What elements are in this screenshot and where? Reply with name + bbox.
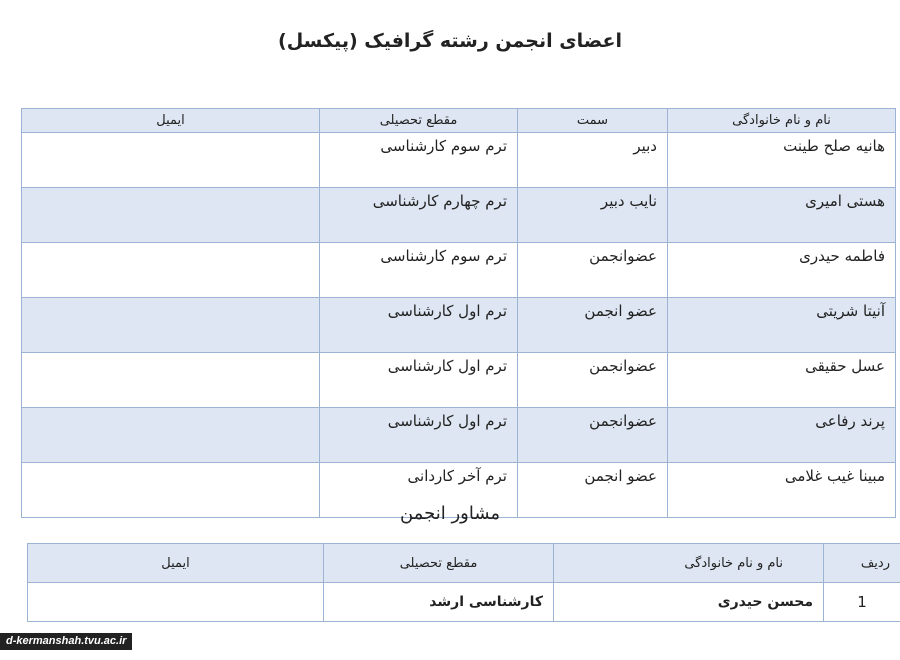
advisor-row-number: 1 — [824, 583, 900, 622]
member-role: عضوانجمن — [518, 408, 668, 463]
member-email — [22, 243, 320, 298]
header-name: نام و نام خانوادگی — [668, 109, 896, 133]
advisor-degree: کارشناسی ارشد — [324, 583, 554, 622]
table-row — [22, 133, 896, 188]
header-degree: مقطع تحصیلی — [324, 544, 554, 583]
site-watermark: d-kermanshah.tvu.ac.ir — [0, 633, 132, 650]
header-email: ایمیل — [22, 109, 320, 133]
member-name: مبینا غیب غلامی — [668, 463, 896, 518]
member-role: عضو انجمن — [518, 463, 668, 518]
table-row — [22, 188, 896, 243]
advisor-name: محسن حیدری — [554, 583, 824, 622]
members-table — [21, 108, 896, 518]
advisors-table — [27, 543, 900, 622]
header-name: نام و نام خانوادگی — [554, 544, 824, 583]
member-email — [22, 353, 320, 408]
table-row — [22, 243, 896, 298]
advisor-section-title: مشاور انجمن — [399, 503, 501, 524]
member-degree: ترم سوم کارشناسی — [320, 133, 518, 188]
member-email — [22, 133, 320, 188]
member-degree: ترم آخر کاردانی — [320, 463, 518, 518]
member-degree: ترم اول کارشناسی — [320, 353, 518, 408]
member-role: عضوانجمن — [518, 243, 668, 298]
member-name: فاطمه حیدری — [668, 243, 896, 298]
member-role: دبیر — [518, 133, 668, 188]
table-row — [22, 298, 896, 353]
members-header-row — [22, 109, 896, 133]
page-title: اعضای انجمن رشته گرافیک (پیکسل) — [278, 30, 622, 52]
member-role: عضوانجمن — [518, 353, 668, 408]
member-role: نایب دبیر — [518, 188, 668, 243]
member-email — [22, 298, 320, 353]
member-email — [22, 408, 320, 463]
member-degree: ترم سوم کارشناسی — [320, 243, 518, 298]
member-name: عسل حقیقی — [668, 353, 896, 408]
member-email — [22, 188, 320, 243]
advisor-email — [28, 583, 324, 622]
member-degree: ترم اول کارشناسی — [320, 408, 518, 463]
member-name: هستی امیری — [668, 188, 896, 243]
table-row — [28, 583, 900, 622]
header-role: سمت — [518, 109, 668, 133]
member-role: عضو انجمن — [518, 298, 668, 353]
header-row-number: ردیف — [824, 544, 900, 583]
member-name: پرند رفاعی — [668, 408, 896, 463]
header-degree: مقطع تحصیلی — [320, 109, 518, 133]
header-email: ایمیل — [28, 544, 324, 583]
member-name: هانیه صلح طینت — [668, 133, 896, 188]
table-row — [22, 353, 896, 408]
advisors-header-row — [28, 544, 900, 583]
table-row — [22, 408, 896, 463]
member-degree: ترم اول کارشناسی — [320, 298, 518, 353]
member-degree: ترم چهارم کارشناسی — [320, 188, 518, 243]
member-name: آنیتا شریتی — [668, 298, 896, 353]
